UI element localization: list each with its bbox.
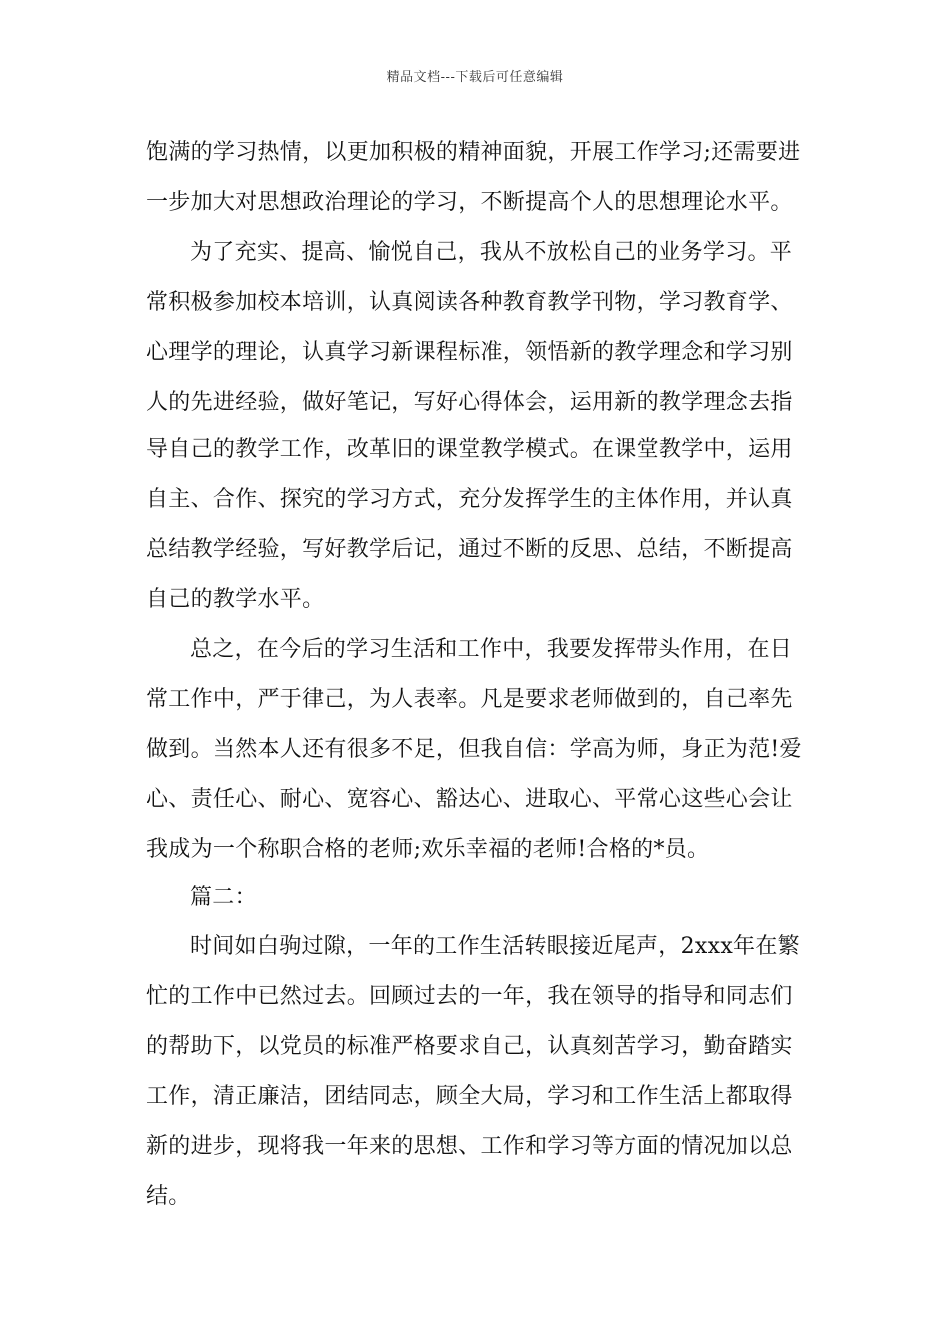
text-line: 结。 [146,1184,191,1209]
section-heading: 篇二： [190,885,257,910]
text-line: 饱满的学习热情，以更加积极的精神面貌，开展工作学习;还需要进 [146,140,801,165]
text-line: 新的进步，现将我一年来的思想、工作和学习等方面的情况加以总 [146,1134,793,1159]
text-line: 人的先进经验，做好笔记，写好心得体会，运用新的教学理念去指 [146,390,793,415]
text-line: 导自己的教学工作，改革旧的课堂教学模式。在课堂教学中，运用 [146,437,793,462]
text-line: 的帮助下，以党员的标准严格要求自己，认真刻苦学习，勤奋踏实 [146,1034,793,1059]
text-line: 常积极参加校本培训，认真阅读各种教育教学刊物，学习教育学、 [146,290,793,315]
text-line: 做到。当然本人还有很多不足，但我自信：学高为师，身正为范!爱 [146,737,802,762]
text-line: 心、责任心、耐心、宽容心、豁达心、进取心、平常心这些心会让 [146,787,793,812]
text-line: 忙的工作中已然过去。回顾过去的一年，我在领导的指导和同志们 [146,984,793,1009]
paragraph-first-line: 时间如白驹过隙，一年的工作生活转眼接近尾声，2xxx年在繁 [190,934,800,959]
paragraph-first-line: 为了充实、提高、愉悦自己，我从不放松自己的业务学习。平 [190,240,793,265]
text-line: 我成为一个称职合格的老师;欢乐幸福的老师!合格的*员。 [146,837,710,862]
text-line: 自己的教学水平。 [146,587,325,612]
text-line: 常工作中，严于律己，为人表率。凡是要求老师做到的，自己率先 [146,687,793,712]
text-line: 工作，清正廉洁，团结同志，顾全大局，学习和工作生活上都取得 [146,1084,793,1109]
text-line: 自主、合作、探究的学习方式，充分发挥学生的主体作用，并认真 [146,487,793,512]
text-line: 一步加大对思想政治理论的学习，不断提高个人的思想理论水平。 [146,190,793,215]
paragraph-first-line: 总之，在今后的学习生活和工作中，我要发挥带头作用，在日 [190,637,793,662]
page-header: 精品文档---下载后可任意编辑 [386,70,564,85]
text-line: 总结教学经验，写好教学后记，通过不断的反思、总结，不断提高 [146,537,793,562]
text-line: 心理学的理论，认真学习新课程标准，领悟新的教学理念和学习别 [146,340,793,365]
